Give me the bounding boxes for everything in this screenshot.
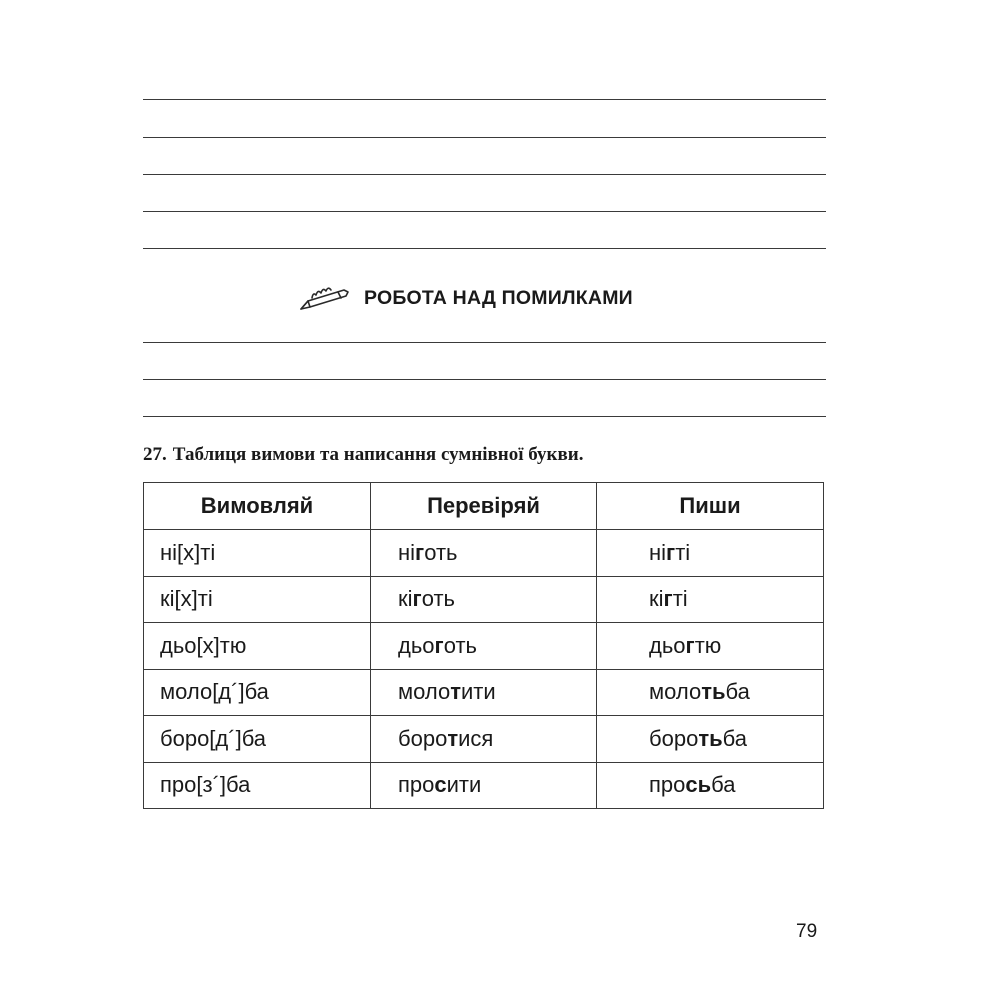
table-row [144, 530, 824, 577]
section-heading [298, 278, 633, 318]
table-row [144, 669, 824, 716]
highlighted-letter: сь [685, 772, 712, 798]
word-part: ити [446, 772, 482, 798]
writing-line [143, 416, 826, 417]
word-part: ба [722, 725, 747, 751]
word-part: ити [460, 679, 496, 705]
highlighted-letter: г [412, 586, 422, 612]
task-statement [143, 444, 583, 466]
highlighted-letter: г [434, 632, 444, 658]
writing-line [143, 211, 826, 212]
cell-write [597, 623, 824, 670]
writing-line [143, 342, 826, 343]
highlighted-letter: т [450, 679, 461, 705]
cell-write [597, 669, 824, 716]
spelling-table [143, 482, 824, 809]
word-part: оть [421, 586, 455, 612]
word-part: оть [443, 632, 478, 658]
word-part: ті [672, 586, 688, 612]
cell-write [597, 576, 824, 623]
task-text: Таблиця вимови та написання сумнівної букви. [172, 444, 584, 465]
cell-write [597, 530, 824, 577]
writing-line [143, 174, 826, 175]
word-part: кі [649, 586, 664, 612]
cell-check [371, 530, 597, 577]
word-part: про [649, 772, 686, 798]
word-part: ті [675, 539, 691, 565]
highlighted-letter: г [663, 586, 673, 612]
cell-check [371, 623, 597, 670]
header-pronounce: Вимовляй [144, 483, 371, 530]
highlighted-letter: г [685, 632, 695, 658]
highlighted-letter: г [666, 539, 676, 565]
writing-line [143, 137, 826, 138]
table-row [144, 623, 824, 670]
highlighted-letter: ть [701, 679, 726, 705]
writing-line [143, 379, 826, 380]
cell-write [597, 762, 824, 809]
cell-pronounce: про[з´]ба [144, 762, 371, 809]
cell-check [371, 669, 597, 716]
word-part: дьо [398, 632, 435, 658]
cell-pronounce: дьо[х]тю [144, 623, 371, 670]
word-part: тю [694, 632, 722, 658]
section-title: РОБОТА НАД ПОМИЛКАМИ [364, 286, 633, 309]
word-part: оть [424, 539, 458, 565]
cell-check [371, 576, 597, 623]
table-row [144, 716, 824, 763]
table-row [144, 762, 824, 809]
highlighted-letter: с [434, 772, 447, 798]
highlighted-letter: ть [698, 725, 723, 751]
word-part: ні [398, 539, 416, 565]
word-part: боро [649, 725, 699, 751]
highlighted-letter: т [447, 725, 459, 751]
highlighted-letter: г [415, 539, 425, 565]
header-check: Перевіряй [371, 483, 597, 530]
word-part: ні [649, 539, 667, 565]
header-write: Пиши [597, 483, 824, 530]
cell-pronounce: ні[х]ті [144, 530, 371, 577]
cell-pronounce: кі[х]ті [144, 576, 371, 623]
cell-check [371, 716, 597, 763]
pen-icon [298, 281, 352, 315]
word-part: моло [649, 679, 702, 705]
page-number: 79 [796, 921, 818, 942]
cell-check [371, 762, 597, 809]
word-part: боро [398, 725, 448, 751]
task-number: 27. [143, 444, 167, 465]
word-part: ба [725, 679, 750, 705]
cell-pronounce: боро[д´]ба [144, 716, 371, 763]
word-part: дьо [649, 632, 686, 658]
table-row [144, 576, 824, 623]
table-header-row [144, 483, 824, 530]
word-part: кі [398, 586, 413, 612]
cell-write [597, 716, 824, 763]
word-part: ися [458, 725, 494, 751]
writing-line [143, 99, 826, 100]
cell-pronounce: моло[д´]ба [144, 669, 371, 716]
table-body [144, 530, 824, 809]
word-part: моло [398, 679, 451, 705]
word-part: про [398, 772, 435, 798]
word-part: ба [711, 772, 736, 798]
writing-line [143, 248, 826, 249]
